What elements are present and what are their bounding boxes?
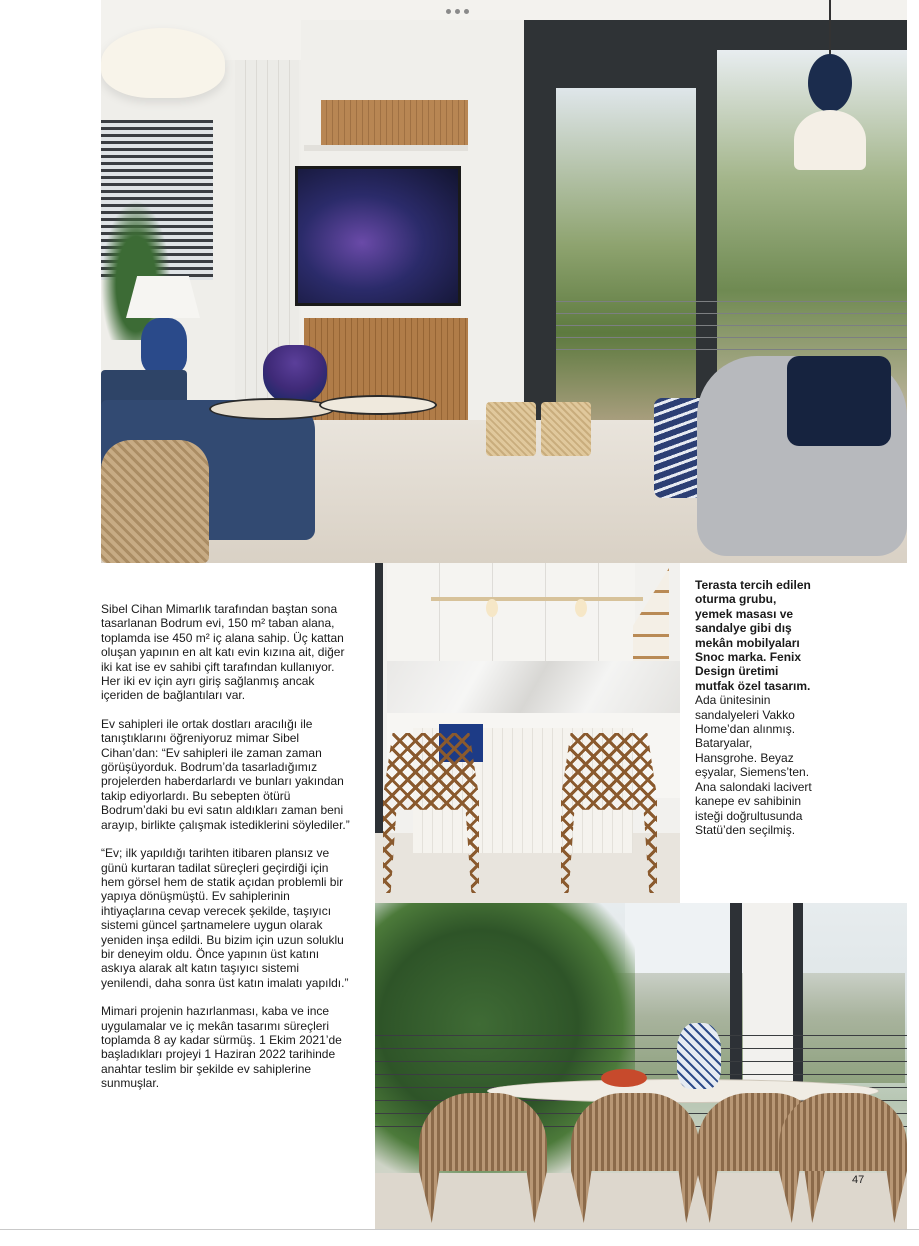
paragraph: Mimari projenin hazırlanması, kaba ve ince uygulamalar ve iç mekân tasarımı süreçleri toplamda 8 ay kadar sürmüş. 1 Ekim 2021’de başladıkları projeyi 1 Haziran 2022 tarihinde anahtar teslim bir şekilde ev sahiplerine sunmuşlar. [101, 1004, 342, 1091]
article-body [101, 602, 351, 1105]
caption-bold-text: Terasta tercih edilen oturma grubu, yemek masası ve sandalye gibi dış mekân mobilyaları Snoc marka. Fenix Design üretimi mutfak özel tasarım. [695, 578, 811, 693]
page-number: 47 [852, 1174, 865, 1186]
kitchen-photo [375, 563, 680, 903]
photo-caption [695, 578, 815, 837]
more-options-icon[interactable] [446, 9, 469, 14]
paragraph: Ev sahipleri ile ortak dostları aracılığı ile tanıştıklarını öğreniyoruz mimar Sibel Cihan’dan: “Ev sahipleri ile zaman zaman görüşüyorduk. Bodrum’da tasarladığımız projelerden haberdarlardı ve bunları yakından takip ediyorlardı. Bu sebepten ötürü Bodrum’daki bu evi satın aldıkları zaman beni arayıp, birlikte çalışmak istediklerini söylediler.” [101, 716, 350, 832]
terrace-photo [375, 903, 907, 1230]
paragraph: Sibel Cihan Mimarlık tarafından baştan sona tasarlanan Bodrum evi, 150 m² taban alana, toplamda ise 450 m² iç alana sahip. Üç kattan oluşan yapının en alt katı evin kızına ait, diğer iki kat ise ev sahibi çift tarafından kullanıyor. Her iki ev için ayrı giriş sağlanmış ancak içeriden de bağlantıları var. [101, 602, 345, 703]
living-room-photo [101, 0, 907, 563]
paragraph: “Ev; ilk yapıldığı tarihten itibaren plansız ve günü kurtaran tadilat süreçleri geçirdiği için hem görsel hem de statik açıdan problemli bir yapıya dönüşmüştü. Ev sahiplerinin ihtiyaçlarına cevap verecek şekilde, taşıyıcı sistemi güncel şartnamelere uygun olarak yeniden inşa edildi. Bu bizim için uzun soluklu bir deneyim oldu. Önce yapının üst katını askıya alarak alt katın taşıyıcı sistemi yenilendi, daha sonra üst katın imalatı yapıldı.” [101, 846, 349, 990]
caption-text: Ada ünitesinin sandalyeleri Vakko Home’dan alınmış. Bataryalar, Hansgrohe. Beyaz eşyalar, Siemens’ten. Ana salondaki lacivert kanepe ev sahibinin isteği doğrultusunda Statü’den seçilmiş. [695, 693, 812, 837]
divider [0, 1229, 919, 1230]
